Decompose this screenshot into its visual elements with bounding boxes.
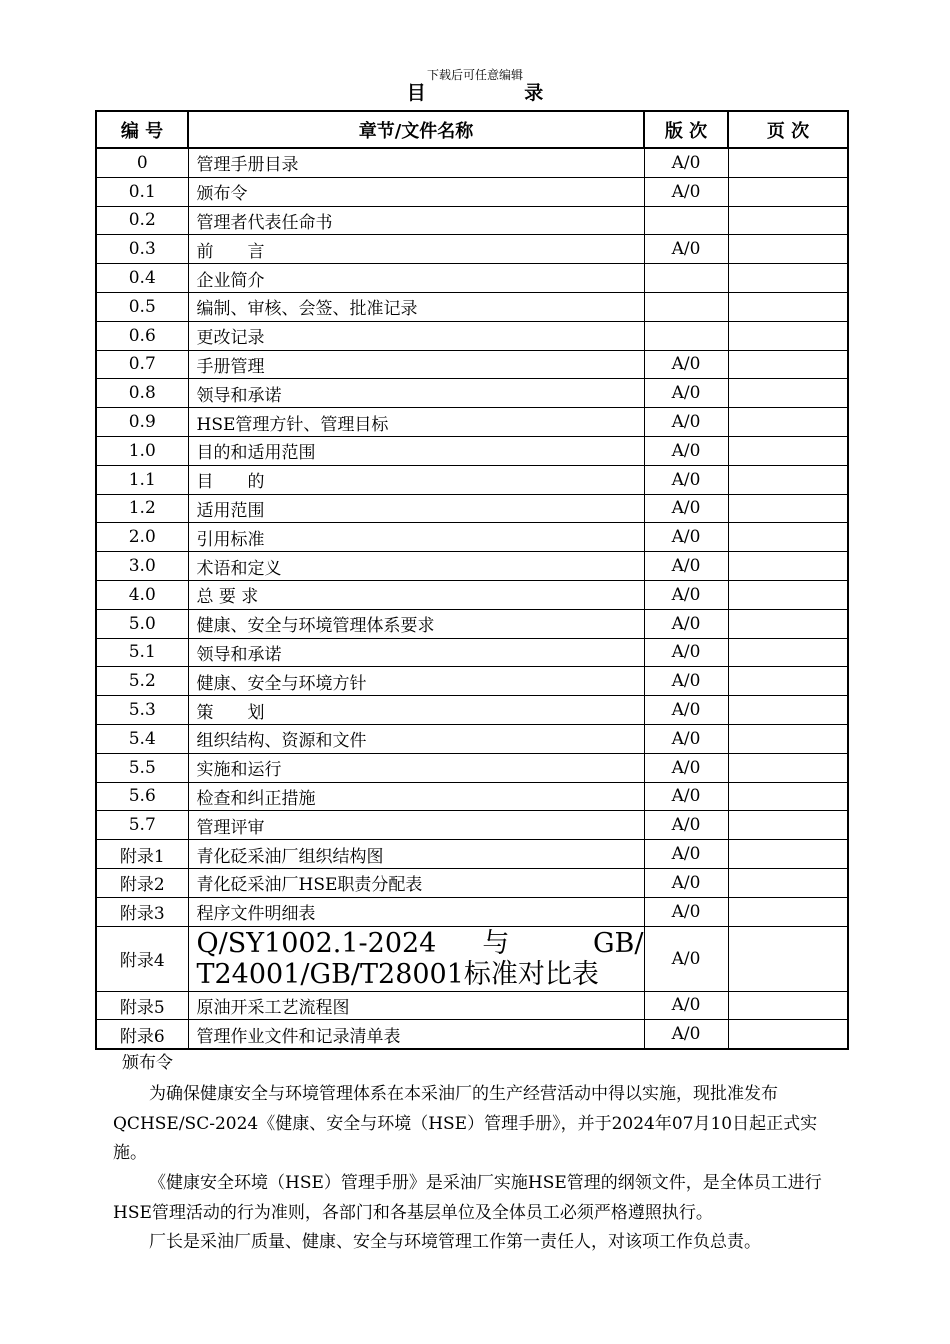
row-page <box>728 264 848 293</box>
row-page <box>728 609 848 638</box>
row-number: 附录1 <box>96 840 188 869</box>
row-page <box>728 667 848 696</box>
row-number: 5.3 <box>96 696 188 725</box>
table-row <box>96 177 848 206</box>
table-row <box>96 753 848 782</box>
row-version: A/0 <box>644 753 728 782</box>
header-page: 页 次 <box>728 111 848 148</box>
table-row <box>96 292 848 321</box>
table-row <box>96 148 848 177</box>
row-page <box>728 868 848 897</box>
paragraph-1: 为确保健康安全与环境管理体系在本采油厂的生产经营活动中得以实施，现批准发布QCHSE/SC-2024《健康、安全与环境（HSE）管理手册》，并于2024年07月10日起正式实施。 <box>113 1084 818 1163</box>
row-title: 目 的 <box>188 465 644 494</box>
row-number: 0.1 <box>96 177 188 206</box>
row-title: 手册管理 <box>188 350 644 379</box>
table-row <box>96 350 848 379</box>
row-page <box>728 321 848 350</box>
row-title: 领导和承诺 <box>188 379 644 408</box>
row-version: A/0 <box>644 436 728 465</box>
row-title-line: Q/SY1002.1-2024 与 GB/ <box>196 927 644 959</box>
row-version: A/0 <box>644 350 728 379</box>
row-version: A/0 <box>644 782 728 811</box>
row-version: A/0 <box>644 897 728 926</box>
row-title <box>188 926 644 991</box>
row-version: A/0 <box>644 379 728 408</box>
row-version: A/0 <box>644 868 728 897</box>
row-number: 0.7 <box>96 350 188 379</box>
row-page <box>728 926 848 991</box>
row-page <box>728 494 848 523</box>
row-title: 青化砭采油厂组织结构图 <box>188 840 644 869</box>
row-title: 青化砭采油厂HSE职责分配表 <box>188 868 644 897</box>
row-page <box>728 408 848 437</box>
table-row <box>96 638 848 667</box>
row-title-line: T24001/GB/T28001标准对比表 <box>196 958 599 990</box>
row-version: A/0 <box>644 552 728 581</box>
row-number: 0.8 <box>96 379 188 408</box>
row-number: 5.4 <box>96 724 188 753</box>
row-page <box>728 379 848 408</box>
toc-header-row <box>96 111 848 148</box>
row-version: A/0 <box>644 926 728 991</box>
row-number: 5.6 <box>96 782 188 811</box>
row-number: 附录3 <box>96 897 188 926</box>
table-row <box>96 609 848 638</box>
row-version: A/0 <box>644 696 728 725</box>
table-row <box>96 696 848 725</box>
row-number: 附录6 <box>96 1020 188 1049</box>
row-title: 组织结构、资源和文件 <box>188 724 644 753</box>
row-version: A/0 <box>644 408 728 437</box>
row-number: 0.9 <box>96 408 188 437</box>
row-version: A/0 <box>644 811 728 840</box>
row-page <box>728 991 848 1020</box>
row-version <box>644 264 728 293</box>
row-number: 3.0 <box>96 552 188 581</box>
table-row <box>96 724 848 753</box>
row-number: 4.0 <box>96 580 188 609</box>
row-title: 编制、审核、会签、批准记录 <box>188 292 644 321</box>
row-title: 目的和适用范围 <box>188 436 644 465</box>
row-number: 附录4 <box>96 926 188 991</box>
row-page <box>728 696 848 725</box>
row-version: A/0 <box>644 840 728 869</box>
header-note: 下载后可任意编辑 <box>426 68 523 82</box>
row-title: HSE管理方针、管理目标 <box>188 408 644 437</box>
row-number: 0.4 <box>96 264 188 293</box>
row-page <box>728 724 848 753</box>
header-number: 编 号 <box>96 111 188 148</box>
row-number: 0.2 <box>96 206 188 235</box>
table-row <box>96 667 848 696</box>
table-row <box>96 811 848 840</box>
table-row <box>96 264 848 293</box>
row-page <box>728 840 848 869</box>
table-row <box>96 868 848 897</box>
table-row <box>96 436 848 465</box>
row-page <box>728 436 848 465</box>
row-page <box>728 782 848 811</box>
row-version: A/0 <box>644 580 728 609</box>
row-number: 5.7 <box>96 811 188 840</box>
row-title: 领导和承诺 <box>188 638 644 667</box>
row-number: 0.6 <box>96 321 188 350</box>
row-page <box>728 148 848 177</box>
row-page <box>728 753 848 782</box>
row-page <box>728 523 848 552</box>
document-title: 目 录 <box>406 82 590 104</box>
row-page <box>728 177 848 206</box>
row-page <box>728 897 848 926</box>
row-title: 管理作业文件和记录清单表 <box>188 1020 644 1049</box>
row-page <box>728 235 848 264</box>
row-number: 5.0 <box>96 609 188 638</box>
section-heading: 颁布令 <box>122 1053 173 1073</box>
row-number: 1.2 <box>96 494 188 523</box>
row-number: 附录2 <box>96 868 188 897</box>
row-title: 总 要 求 <box>188 580 644 609</box>
row-number: 0.3 <box>96 235 188 264</box>
row-version <box>644 206 728 235</box>
row-title: 检查和纠正措施 <box>188 782 644 811</box>
row-title: 前 言 <box>188 235 644 264</box>
row-version: A/0 <box>644 1020 728 1049</box>
row-title: 健康、安全与环境管理体系要求 <box>188 609 644 638</box>
row-number: 0 <box>96 148 188 177</box>
row-title: 颁布令 <box>188 177 644 206</box>
row-title: 管理者代表任命书 <box>188 206 644 235</box>
row-title: 管理评审 <box>188 811 644 840</box>
row-title: 适用范围 <box>188 494 644 523</box>
row-number: 5.5 <box>96 753 188 782</box>
row-number: 1.0 <box>96 436 188 465</box>
row-page <box>728 580 848 609</box>
row-page <box>728 1020 848 1049</box>
table-row <box>96 580 848 609</box>
table-row <box>96 465 848 494</box>
row-number: 2.0 <box>96 523 188 552</box>
row-version: A/0 <box>644 667 728 696</box>
row-title: 实施和运行 <box>188 753 644 782</box>
table-row <box>96 235 848 264</box>
table-row <box>96 523 848 552</box>
row-version <box>644 321 728 350</box>
row-version: A/0 <box>644 724 728 753</box>
row-version: A/0 <box>644 609 728 638</box>
row-title: 程序文件明细表 <box>188 897 644 926</box>
row-version: A/0 <box>644 494 728 523</box>
table-row <box>96 897 848 926</box>
row-page <box>728 638 848 667</box>
row-title: 术语和定义 <box>188 552 644 581</box>
row-title: 健康、安全与环境方针 <box>188 667 644 696</box>
row-page <box>728 350 848 379</box>
table-row <box>96 840 848 869</box>
row-version <box>644 292 728 321</box>
row-version: A/0 <box>644 177 728 206</box>
row-page <box>728 292 848 321</box>
table-row <box>96 1020 848 1049</box>
table-row <box>96 782 848 811</box>
row-version: A/0 <box>644 991 728 1020</box>
table-row <box>96 552 848 581</box>
row-title: 策 划 <box>188 696 644 725</box>
row-title: 引用标准 <box>188 523 644 552</box>
row-page <box>728 465 848 494</box>
row-version: A/0 <box>644 638 728 667</box>
table-row <box>96 408 848 437</box>
header-title: 章节/文件名称 <box>188 111 644 148</box>
table-row <box>96 321 848 350</box>
row-page <box>728 811 848 840</box>
table-row <box>96 206 848 235</box>
paragraph-3: 厂长是采油厂质量、健康、安全与环境管理工作第一责任人，对该项工作负总责。 <box>149 1232 761 1252</box>
row-version: A/0 <box>644 465 728 494</box>
table-row <box>96 379 848 408</box>
toc-table <box>95 110 849 1050</box>
row-version: A/0 <box>644 523 728 552</box>
row-number: 5.2 <box>96 667 188 696</box>
row-number: 0.5 <box>96 292 188 321</box>
row-title: 企业简介 <box>188 264 644 293</box>
row-number: 附录5 <box>96 991 188 1020</box>
row-title: 原油开采工艺流程图 <box>188 991 644 1020</box>
table-row <box>96 926 848 991</box>
table-row <box>96 494 848 523</box>
row-number: 1.1 <box>96 465 188 494</box>
header-version: 版 次 <box>644 111 728 148</box>
row-page <box>728 552 848 581</box>
paragraph-2: 《健康安全环境（HSE）管理手册》是采油厂实施HSE管理的纲领文件，是全体员工进行HSE管理活动的行为准则，各部门和各基层单位及全体员工必须严格遵照执行。 <box>113 1173 822 1223</box>
row-title: 更改记录 <box>188 321 644 350</box>
row-version: A/0 <box>644 235 728 264</box>
row-version: A/0 <box>644 148 728 177</box>
row-number: 5.1 <box>96 638 188 667</box>
table-row <box>96 991 848 1020</box>
row-title: 管理手册目录 <box>188 148 644 177</box>
row-page <box>728 206 848 235</box>
